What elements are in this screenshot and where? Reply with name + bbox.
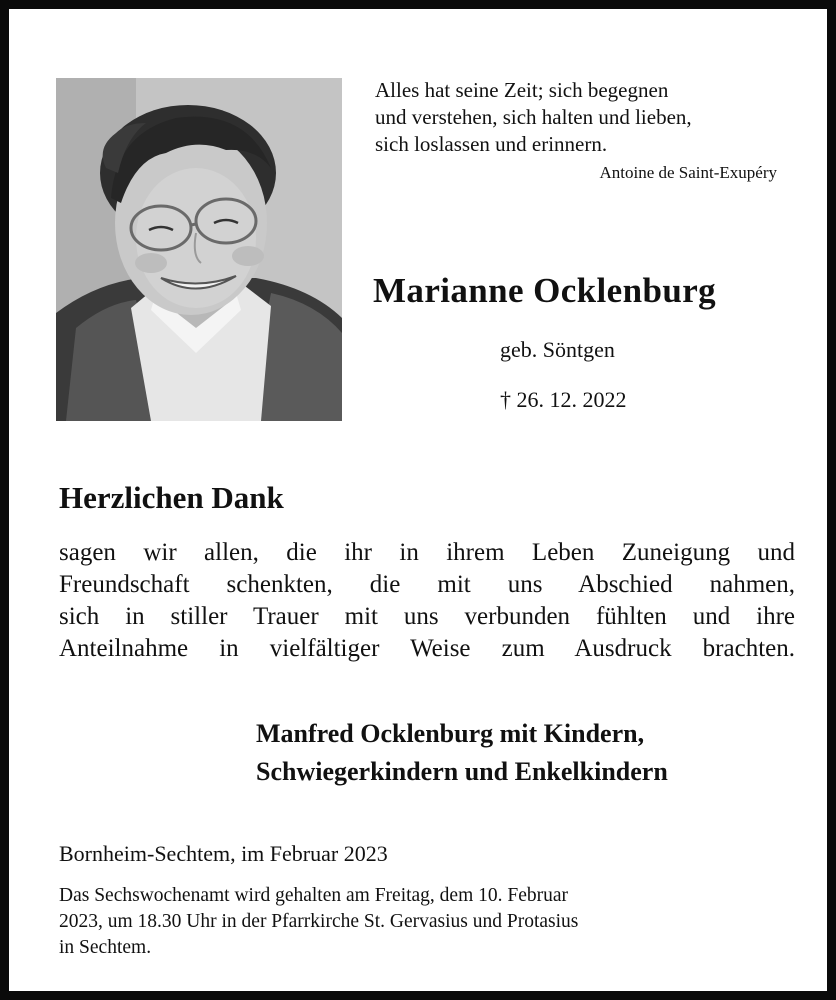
quote-line: Alles hat seine Zeit; sich begegnen xyxy=(375,78,669,102)
quote-author: Antoine de Saint-Exupéry xyxy=(599,163,777,182)
thanks-line: Anteilnahme in vielfältiger Weise zum Ausdruck brachten. xyxy=(59,635,795,662)
thanks-heading: Herzlichen Dank xyxy=(59,480,284,515)
quote-line: sich loslassen und erinnern. xyxy=(375,132,608,156)
thanks-line: sich in stiller Trauer mit uns verbunden fühlten und ihre xyxy=(59,603,795,630)
place-date: Bornheim-Sechtem, im Februar 2023 xyxy=(59,841,388,866)
quote xyxy=(375,77,775,158)
birth-name: geb. Söntgen xyxy=(500,337,615,362)
mass-notice xyxy=(59,883,795,961)
mass-line: 2023, um 18.30 Uhr in der Pfarrkirche St. Gervasius und Protasius xyxy=(59,911,579,932)
thanks-line: Freundschaft schenkten, die mit uns Abschied nahmen, xyxy=(59,571,795,598)
quote-line: und verstehen, sich halten und lieben, xyxy=(375,105,692,129)
signer-line: Manfred Ocklenburg mit Kindern, xyxy=(256,719,645,748)
mass-line: Das Sechswochenamt wird gehalten am Freitag, dem 10. Februar xyxy=(59,885,569,906)
deceased-name: Marianne Ocklenburg xyxy=(373,271,717,310)
mass-line: in Sechtem. xyxy=(59,937,152,958)
thanks-text xyxy=(59,537,795,665)
thanks-line: sagen wir allen, die ihr in ihrem Leben Zuneigung und xyxy=(59,539,795,566)
signer-line: Schwiegerkindern und Enkelkindern xyxy=(256,757,668,786)
death-date: † 26. 12. 2022 xyxy=(500,387,627,412)
signers xyxy=(256,715,668,791)
portrait-photo xyxy=(56,78,342,421)
